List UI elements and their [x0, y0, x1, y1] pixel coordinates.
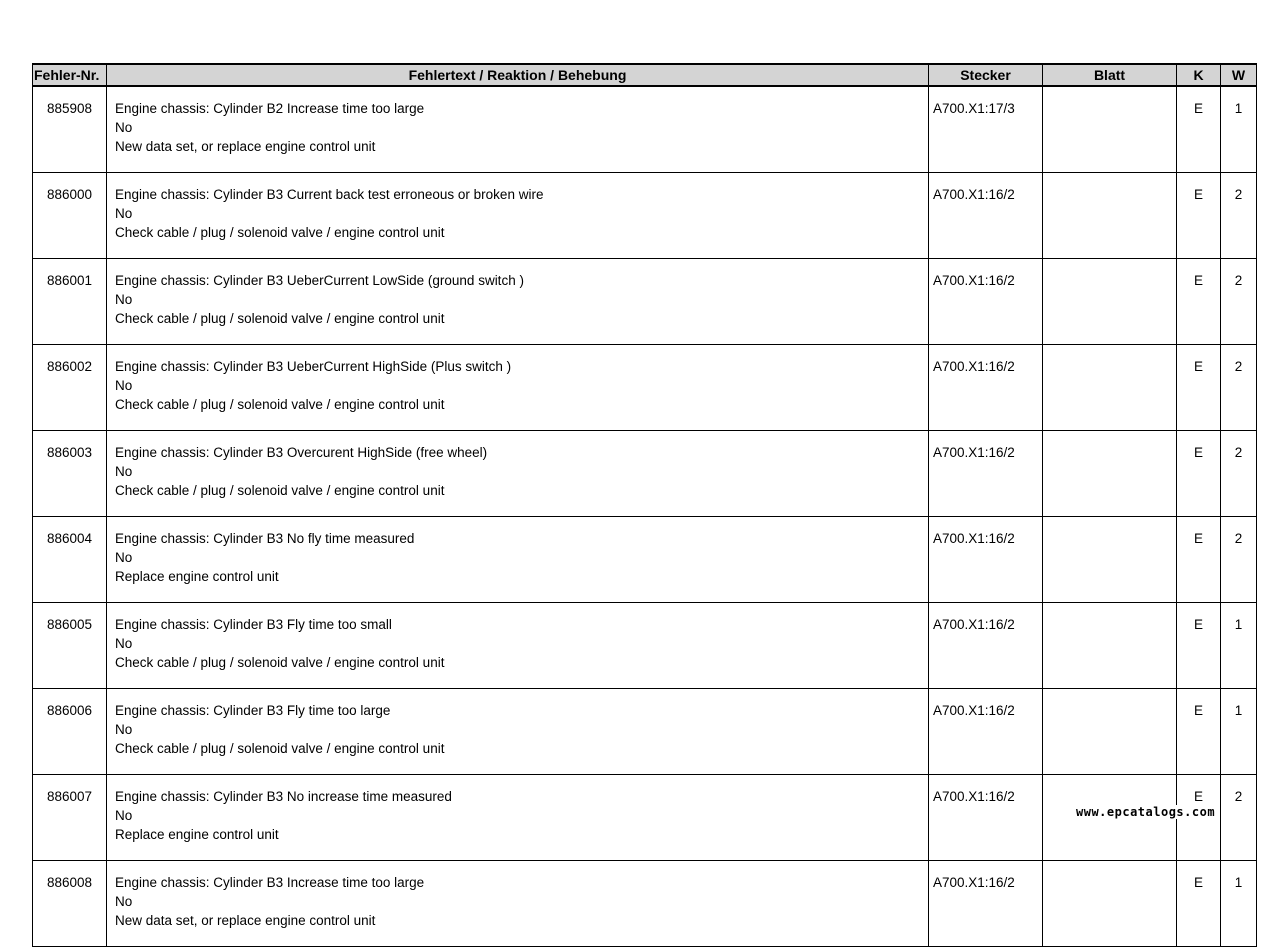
table-row	[33, 431, 1257, 517]
fault-number: 886004	[33, 517, 107, 603]
k-value: E	[1177, 861, 1221, 947]
sheet	[1043, 173, 1177, 259]
table-row	[33, 603, 1257, 689]
fault-reaction: No	[115, 292, 133, 307]
k-value: E	[1177, 603, 1221, 689]
connector: A700.X1:16/2	[929, 517, 1043, 603]
sheet	[1043, 689, 1177, 775]
table-row	[33, 86, 1257, 173]
fault-description	[107, 173, 929, 259]
table-row	[33, 689, 1257, 775]
fault-number: 886005	[33, 603, 107, 689]
header-blatt: Blatt	[1043, 64, 1177, 86]
fault-description	[107, 86, 929, 173]
table-row	[33, 861, 1257, 947]
fault-reaction: No	[115, 464, 133, 479]
k-value: E	[1177, 431, 1221, 517]
connector: A700.X1:16/2	[929, 861, 1043, 947]
sheet	[1043, 345, 1177, 431]
watermark-text: www.epcatalogs.com	[1072, 805, 1219, 819]
fault-text: Engine chassis: Cylinder B3 Current back test erroneous or broken wire	[115, 187, 544, 202]
k-value: E	[1177, 345, 1221, 431]
fault-reaction: No	[115, 722, 133, 737]
fault-text: Engine chassis: Cylinder B3 UeberCurrent LowSide (ground switch )	[115, 273, 524, 288]
fault-number: 886003	[33, 431, 107, 517]
w-value: 2	[1221, 775, 1257, 861]
w-value: 1	[1221, 861, 1257, 947]
w-value: 2	[1221, 345, 1257, 431]
sheet	[1043, 86, 1177, 173]
fault-text: Engine chassis: Cylinder B3 Increase time too large	[115, 875, 425, 890]
fault-description	[107, 431, 929, 517]
fault-description	[107, 775, 929, 861]
connector: A700.X1:16/2	[929, 345, 1043, 431]
w-value: 1	[1221, 603, 1257, 689]
connector: A700.X1:16/2	[929, 259, 1043, 345]
fault-text: Engine chassis: Cylinder B3 No increase time measured	[115, 789, 452, 804]
fault-reaction: No	[115, 808, 133, 823]
fault-remedy: Check cable / plug / solenoid valve / engine control unit	[115, 655, 445, 670]
connector: A700.X1:17/3	[929, 86, 1043, 173]
fault-description	[107, 603, 929, 689]
k-value: E	[1177, 689, 1221, 775]
sheet	[1043, 259, 1177, 345]
sheet	[1043, 861, 1177, 947]
table-header-row	[33, 64, 1257, 86]
fault-reaction: No	[115, 378, 133, 393]
table-row	[33, 345, 1257, 431]
k-value: E	[1177, 517, 1221, 603]
w-value: 1	[1221, 689, 1257, 775]
table-row	[33, 259, 1257, 345]
fault-text: Engine chassis: Cylinder B3 No fly time measured	[115, 531, 415, 546]
header-k: K	[1177, 64, 1221, 86]
fault-description	[107, 259, 929, 345]
header-w: W	[1221, 64, 1257, 86]
connector: A700.X1:16/2	[929, 603, 1043, 689]
fault-remedy: Check cable / plug / solenoid valve / engine control unit	[115, 225, 445, 240]
connector: A700.X1:16/2	[929, 689, 1043, 775]
fault-description	[107, 517, 929, 603]
fault-text: Engine chassis: Cylinder B3 UeberCurrent HighSide (Plus switch )	[115, 359, 512, 374]
fault-remedy: Check cable / plug / solenoid valve / engine control unit	[115, 397, 445, 412]
sheet	[1043, 603, 1177, 689]
fault-reaction: No	[115, 636, 133, 651]
w-value: 1	[1221, 86, 1257, 173]
w-value: 2	[1221, 431, 1257, 517]
fault-text: Engine chassis: Cylinder B3 Fly time too small	[115, 617, 392, 632]
fault-number: 886000	[33, 173, 107, 259]
fault-remedy: Replace engine control unit	[115, 827, 279, 842]
connector: A700.X1:16/2	[929, 431, 1043, 517]
table-row	[33, 173, 1257, 259]
fault-text: Engine chassis: Cylinder B3 Fly time too large	[115, 703, 391, 718]
fault-text: Engine chassis: Cylinder B2 Increase time too large	[115, 101, 425, 116]
k-value: E	[1177, 775, 1221, 861]
fault-number: 886002	[33, 345, 107, 431]
sheet	[1043, 431, 1177, 517]
fault-remedy: Check cable / plug / solenoid valve / engine control unit	[115, 741, 445, 756]
k-value: E	[1177, 259, 1221, 345]
fault-reaction: No	[115, 894, 133, 909]
fault-remedy: New data set, or replace engine control unit	[115, 139, 376, 154]
table-row	[33, 517, 1257, 603]
k-value: E	[1177, 86, 1221, 173]
fault-number: 886001	[33, 259, 107, 345]
header-fehler-nr: Fehler-Nr.	[33, 64, 107, 86]
sheet	[1043, 517, 1177, 603]
fault-description	[107, 345, 929, 431]
fault-remedy: Replace engine control unit	[115, 569, 279, 584]
connector: A700.X1:16/2	[929, 173, 1043, 259]
w-value: 2	[1221, 259, 1257, 345]
k-value: E	[1177, 173, 1221, 259]
connector: A700.X1:16/2	[929, 775, 1043, 861]
fault-number: 886007	[33, 775, 107, 861]
fault-description	[107, 861, 929, 947]
fault-reaction: No	[115, 206, 133, 221]
fault-number: 885908	[33, 86, 107, 173]
fault-remedy: New data set, or replace engine control unit	[115, 913, 376, 928]
header-stecker: Stecker	[929, 64, 1043, 86]
fault-reaction: No	[115, 550, 133, 565]
fault-remedy: Check cable / plug / solenoid valve / engine control unit	[115, 483, 445, 498]
fault-number: 886008	[33, 861, 107, 947]
w-value: 2	[1221, 173, 1257, 259]
fault-text: Engine chassis: Cylinder B3 Overcurent HighSide (free wheel)	[115, 445, 488, 460]
w-value: 2	[1221, 517, 1257, 603]
fault-reaction: No	[115, 120, 133, 135]
fault-number: 886006	[33, 689, 107, 775]
header-fehlertext: Fehlertext / Reaktion / Behebung	[107, 64, 929, 86]
fault-remedy: Check cable / plug / solenoid valve / engine control unit	[115, 311, 445, 326]
fault-description	[107, 689, 929, 775]
